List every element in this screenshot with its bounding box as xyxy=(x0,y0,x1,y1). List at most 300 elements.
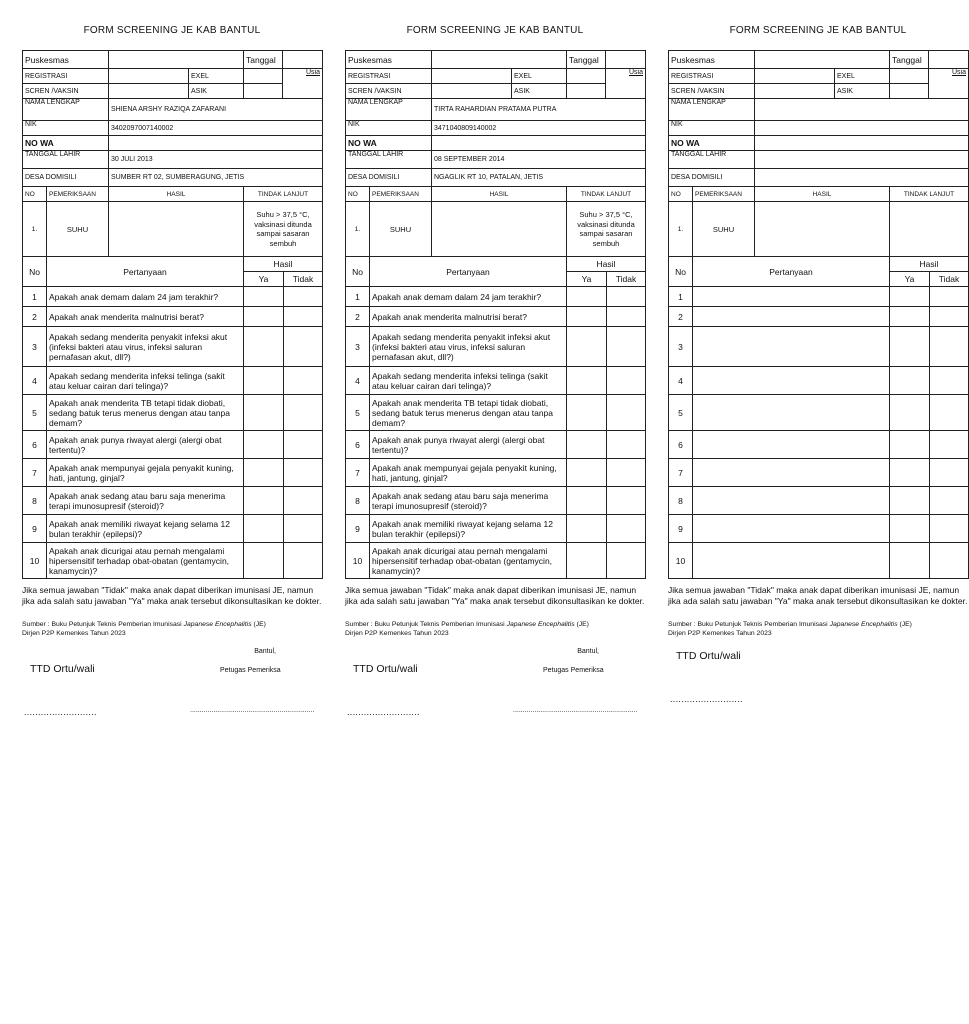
ttd-signature-line[interactable]: .......................... xyxy=(24,707,97,717)
question-row xyxy=(346,487,646,515)
answer-ya-cell[interactable] xyxy=(567,327,607,367)
exel-label: EXEL xyxy=(835,69,890,84)
question-number: 7 xyxy=(669,459,693,487)
exam-tindak-text: Suhu > 37,5 °C, vaksinasi ditunda sampai sasaran sembuh xyxy=(567,202,646,257)
exam-pemeriksaan-header: PEMERIKSAAN xyxy=(370,187,432,202)
petugas-label: Petugas Pemeriksa xyxy=(220,667,281,674)
answer-ya-cell[interactable] xyxy=(890,487,930,515)
tanggal-field[interactable] xyxy=(283,51,323,69)
asik-field[interactable] xyxy=(890,84,929,99)
petugas-signature-line[interactable]: ................................................................ xyxy=(190,707,315,714)
question-text: Apakah anak sedang atau baru saja menerima terapi imunosupresif (steroid)? xyxy=(47,487,244,515)
source-line2: Dirjen P2P Kemenkes Tahun 2023 xyxy=(345,630,449,637)
nama-label: NAMA LENGKAP xyxy=(669,99,755,121)
exam-tindak-text xyxy=(890,202,969,257)
lahir-field[interactable] xyxy=(755,151,969,169)
lahir-label: TANGGAL LAHIR xyxy=(23,151,109,169)
nik-field[interactable]: 3471040809140002 xyxy=(432,121,646,136)
answer-tidak-cell[interactable] xyxy=(930,395,969,431)
source-citation xyxy=(345,620,645,638)
answer-tidak-cell[interactable] xyxy=(284,487,323,515)
tanggal-label: Tanggal xyxy=(244,51,283,69)
asik-field[interactable] xyxy=(244,84,283,99)
nowa-field[interactable] xyxy=(109,136,323,151)
question-number: 4 xyxy=(23,367,47,395)
source-line2: Dirjen P2P Kemenkes Tahun 2023 xyxy=(22,630,126,637)
nik-label: NIK xyxy=(346,121,432,136)
lahir-field[interactable]: 30 JULI 2013 xyxy=(109,151,323,169)
question-number: 1 xyxy=(346,287,370,307)
exam-tindak-header: TINDAK LANJUT xyxy=(567,187,646,202)
screen-label: SCREN /VAKSIN xyxy=(346,84,432,99)
answer-ya-cell[interactable] xyxy=(567,543,607,579)
answer-tidak-cell[interactable] xyxy=(607,287,646,307)
source-prefix: Sumber : Buku Petunjuk Teknis Pemberian Imunisasi xyxy=(345,621,505,628)
exam-no-header: NO xyxy=(23,187,47,202)
answer-tidak-cell[interactable] xyxy=(930,431,969,459)
ttd-label: TTD Ortu/wali xyxy=(676,650,741,662)
question-row xyxy=(23,459,323,487)
registrasi-label: REGISTRASI xyxy=(669,69,755,84)
answer-ya-cell[interactable] xyxy=(567,307,607,327)
question-number: 5 xyxy=(669,395,693,431)
tidak-header: Tidak xyxy=(284,272,323,287)
puskesmas-label: Puskesmas xyxy=(346,51,432,69)
screen-label: SCREN /VAKSIN xyxy=(669,84,755,99)
city-label: Bantul, xyxy=(254,648,276,655)
source-italic: Japanese Encephalitis xyxy=(506,621,575,628)
exam-table xyxy=(668,186,969,257)
answer-tidak-cell[interactable] xyxy=(284,367,323,395)
question-row xyxy=(669,459,969,487)
form-title: FORM SCREENING JE KAB BANTUL xyxy=(83,25,261,36)
registrasi-field[interactable] xyxy=(432,69,512,84)
question-header: Pertanyaan xyxy=(370,257,567,287)
question-number: 5 xyxy=(346,395,370,431)
puskesmas-field[interactable] xyxy=(755,51,890,69)
question-row xyxy=(346,515,646,543)
question-number: 8 xyxy=(669,487,693,515)
tidak-header: Tidak xyxy=(930,272,969,287)
question-number: 9 xyxy=(346,515,370,543)
signature-row xyxy=(668,648,968,668)
signature-row xyxy=(345,661,645,681)
question-number: 2 xyxy=(669,307,693,327)
hasil-header: Hasil xyxy=(244,257,323,272)
exel-field[interactable] xyxy=(244,69,283,84)
identity-table xyxy=(22,50,323,187)
answer-ya-cell[interactable] xyxy=(567,431,607,459)
identity-table xyxy=(668,50,969,187)
source-prefix: Sumber : Buku Petunjuk Teknis Pemberian Imunisasi xyxy=(22,621,182,628)
registrasi-label: REGISTRASI xyxy=(23,69,109,84)
answer-ya-cell[interactable] xyxy=(567,487,607,515)
answer-tidak-cell[interactable] xyxy=(284,395,323,431)
exel-label: EXEL xyxy=(189,69,244,84)
signature-row xyxy=(22,661,322,681)
answer-tidak-cell[interactable] xyxy=(607,431,646,459)
exam-item: SUHU xyxy=(370,202,432,257)
question-header: Pertanyaan xyxy=(693,257,890,287)
nama-label: NAMA LENGKAP xyxy=(346,99,432,121)
question-text: Apakah anak demam dalam 24 jam terakhir? xyxy=(370,287,567,307)
exam-hasil-header: HASIL xyxy=(432,187,567,202)
instruction-note: Jika semua jawaban "Tidak" maka anak dapat diberikan imunisasi JE, namun jika ada salah satu jawaban "Ya" maka anak tersebut dikonsultasikan ke dokter. xyxy=(668,585,968,606)
lahir-label: TANGGAL LAHIR xyxy=(346,151,432,169)
exam-tindak-text: Suhu > 37,5 °C, vaksinasi ditunda sampai sasaran sembuh xyxy=(244,202,323,257)
ttd-label: TTD Ortu/wali xyxy=(30,663,95,675)
asik-label: ASIK xyxy=(835,84,890,99)
question-number: 1 xyxy=(669,287,693,307)
questions-table xyxy=(345,256,646,579)
asik-field[interactable] xyxy=(567,84,606,99)
answer-tidak-cell[interactable] xyxy=(930,487,969,515)
question-row xyxy=(669,395,969,431)
answer-ya-cell[interactable] xyxy=(567,287,607,307)
tanggal-field[interactable] xyxy=(606,51,646,69)
tanggal-label: Tanggal xyxy=(890,51,929,69)
tanggal-field[interactable] xyxy=(929,51,969,69)
question-number: 8 xyxy=(23,487,47,515)
question-text xyxy=(693,431,890,459)
question-number: 9 xyxy=(669,515,693,543)
nik-field[interactable] xyxy=(755,121,969,136)
question-row xyxy=(23,431,323,459)
question-number: 4 xyxy=(346,367,370,395)
answer-ya-cell[interactable] xyxy=(244,487,284,515)
answer-tidak-cell[interactable] xyxy=(284,459,323,487)
question-number: 10 xyxy=(346,543,370,579)
answer-tidak-cell[interactable] xyxy=(930,367,969,395)
question-number: 6 xyxy=(346,431,370,459)
question-text xyxy=(693,395,890,431)
domisili-field[interactable]: SUMBER RT 02, SUMBERAGUNG, JETIS xyxy=(109,169,323,187)
city-label: Bantul, xyxy=(577,648,599,655)
answer-ya-cell[interactable] xyxy=(567,459,607,487)
answer-tidak-cell[interactable] xyxy=(284,327,323,367)
exam-hasil-field[interactable] xyxy=(432,202,567,257)
nama-field[interactable] xyxy=(755,99,969,121)
exam-number: 1. xyxy=(669,202,693,257)
nik-label: NIK xyxy=(669,121,755,136)
question-text: Apakah anak sedang atau baru saja menerima terapi imunosupresif (steroid)? xyxy=(370,487,567,515)
source-suffix: (JE) xyxy=(576,621,589,628)
answer-ya-cell[interactable] xyxy=(244,287,284,307)
answer-ya-cell[interactable] xyxy=(567,515,607,543)
question-number: 4 xyxy=(669,367,693,395)
answer-tidak-cell[interactable] xyxy=(607,459,646,487)
puskesmas-field[interactable] xyxy=(109,51,244,69)
screen-field[interactable] xyxy=(109,84,189,99)
question-row xyxy=(669,367,969,395)
domisili-field[interactable]: NGAGLIK RT 10, PATALAN, JETIS xyxy=(432,169,646,187)
answer-ya-cell[interactable] xyxy=(890,287,930,307)
question-number: 7 xyxy=(23,459,47,487)
asik-label: ASIK xyxy=(512,84,567,99)
answer-ya-cell[interactable] xyxy=(890,327,930,367)
exam-pemeriksaan-header: PEMERIKSAAN xyxy=(693,187,755,202)
exam-tindak-header: TINDAK LANJUT xyxy=(890,187,969,202)
question-text: Apakah anak punya riwayat alergi (alergi obat tertentu)? xyxy=(47,431,244,459)
lahir-field[interactable]: 08 SEPTEMBER 2014 xyxy=(432,151,646,169)
question-row xyxy=(346,395,646,431)
source-citation xyxy=(668,620,968,638)
question-row xyxy=(23,327,323,367)
question-number: 6 xyxy=(669,431,693,459)
answer-tidak-cell[interactable] xyxy=(284,543,323,579)
answer-ya-cell[interactable] xyxy=(244,543,284,579)
source-citation xyxy=(22,620,322,638)
question-number: 3 xyxy=(669,327,693,367)
ttd-signature-line[interactable]: .......................... xyxy=(670,694,743,704)
puskesmas-field[interactable] xyxy=(432,51,567,69)
question-text xyxy=(693,327,890,367)
question-row xyxy=(23,487,323,515)
registrasi-label: REGISTRASI xyxy=(346,69,432,84)
exam-table xyxy=(22,186,323,257)
question-text xyxy=(693,307,890,327)
screening-form xyxy=(22,22,322,727)
nowa-label: NO WA xyxy=(669,136,755,151)
source-italic: Japanese Encephalitis xyxy=(829,621,898,628)
nama-label: NAMA LENGKAP xyxy=(23,99,109,121)
question-row xyxy=(346,543,646,579)
question-text: Apakah anak memiliki riwayat kejang selama 12 bulan terakhir (epilepsi)? xyxy=(47,515,244,543)
nowa-field[interactable] xyxy=(755,136,969,151)
answer-tidak-cell[interactable] xyxy=(607,367,646,395)
exam-hasil-header: HASIL xyxy=(755,187,890,202)
nowa-label: NO WA xyxy=(346,136,432,151)
screen-field[interactable] xyxy=(432,84,512,99)
exam-tindak-header: TINDAK LANJUT xyxy=(244,187,323,202)
nik-label: NIK xyxy=(23,121,109,136)
question-text: Apakah anak mempunyai gejala penyakit kuning, hati, jantung, ginjal? xyxy=(47,459,244,487)
usia-label: Usia xyxy=(606,69,646,99)
signature-lines xyxy=(668,694,968,714)
question-no-header: No xyxy=(23,257,47,287)
question-number: 9 xyxy=(23,515,47,543)
answer-ya-cell[interactable] xyxy=(244,395,284,431)
exam-no-header: NO xyxy=(346,187,370,202)
question-row xyxy=(23,515,323,543)
question-text xyxy=(693,459,890,487)
tidak-header: Tidak xyxy=(607,272,646,287)
answer-ya-cell[interactable] xyxy=(244,515,284,543)
question-text xyxy=(693,543,890,579)
question-text: Apakah anak demam dalam 24 jam terakhir? xyxy=(47,287,244,307)
exam-item: SUHU xyxy=(693,202,755,257)
hasil-header: Hasil xyxy=(567,257,646,272)
question-row xyxy=(669,287,969,307)
question-text xyxy=(693,367,890,395)
ya-header: Ya xyxy=(890,272,930,287)
answer-tidak-cell[interactable] xyxy=(607,307,646,327)
ya-header: Ya xyxy=(244,272,284,287)
answer-tidak-cell[interactable] xyxy=(930,543,969,579)
signature-lines xyxy=(22,707,322,727)
puskesmas-label: Puskesmas xyxy=(23,51,109,69)
nama-field[interactable]: SHIENA ARSHY RAZIQA ZAFARANI xyxy=(109,99,323,121)
question-row xyxy=(346,307,646,327)
screening-form xyxy=(668,22,968,714)
answer-ya-cell[interactable] xyxy=(567,395,607,431)
question-row xyxy=(669,515,969,543)
exam-number: 1. xyxy=(346,202,370,257)
question-text: Apakah sedang menderita penyakit infeksi akut (infeksi bakteri atau virus, infeksi saluran pernafasan akut, dll?) xyxy=(47,327,244,367)
answer-ya-cell[interactable] xyxy=(890,395,930,431)
answer-tidak-cell[interactable] xyxy=(284,307,323,327)
question-number: 3 xyxy=(23,327,47,367)
tanggal-label: Tanggal xyxy=(567,51,606,69)
screen-label: SCREN /VAKSIN xyxy=(23,84,109,99)
puskesmas-label: Puskesmas xyxy=(669,51,755,69)
answer-ya-cell[interactable] xyxy=(890,459,930,487)
question-header: Pertanyaan xyxy=(47,257,244,287)
question-text: Apakah sedang menderita infeksi telinga (sakit atau keluar cairan dari telinga)? xyxy=(370,367,567,395)
identity-table xyxy=(345,50,646,187)
answer-tidak-cell[interactable] xyxy=(607,515,646,543)
question-number: 3 xyxy=(346,327,370,367)
question-text: Apakah sedang menderita infeksi telinga (sakit atau keluar cairan dari telinga)? xyxy=(47,367,244,395)
answer-ya-cell[interactable] xyxy=(567,367,607,395)
exel-field[interactable] xyxy=(567,69,606,84)
exel-field[interactable] xyxy=(890,69,929,84)
registrasi-field[interactable] xyxy=(755,69,835,84)
exam-hasil-field[interactable] xyxy=(755,202,890,257)
exam-no-header: NO xyxy=(669,187,693,202)
ya-header: Ya xyxy=(567,272,607,287)
instruction-note: Jika semua jawaban "Tidak" maka anak dapat diberikan imunisasi JE, namun jika ada salah satu jawaban "Ya" maka anak tersebut dikonsultasikan ke dokter. xyxy=(22,585,322,606)
answer-ya-cell[interactable] xyxy=(244,431,284,459)
signature-lines xyxy=(345,707,645,727)
question-text: Apakah anak menderita malnutrisi berat? xyxy=(47,307,244,327)
screen-field[interactable] xyxy=(755,84,835,99)
petugas-signature-line[interactable]: ................................................................ xyxy=(513,707,638,714)
answer-tidak-cell[interactable] xyxy=(930,307,969,327)
answer-tidak-cell[interactable] xyxy=(930,515,969,543)
nik-field[interactable]: 3402097007140002 xyxy=(109,121,323,136)
questions-table xyxy=(22,256,323,579)
question-number: 5 xyxy=(23,395,47,431)
question-number: 10 xyxy=(669,543,693,579)
asik-label: ASIK xyxy=(189,84,244,99)
source-prefix: Sumber : Buku Petunjuk Teknis Pemberian Imunisasi xyxy=(668,621,828,628)
question-text: Apakah anak menderita TB tetapi tidak diobati, sedang batuk terus menerus dengan atau tanpa demam? xyxy=(47,395,244,431)
answer-ya-cell[interactable] xyxy=(244,327,284,367)
answer-ya-cell[interactable] xyxy=(890,307,930,327)
question-number: 2 xyxy=(346,307,370,327)
question-row xyxy=(346,327,646,367)
exam-item: SUHU xyxy=(47,202,109,257)
question-number: 6 xyxy=(23,431,47,459)
answer-tidak-cell[interactable] xyxy=(607,327,646,367)
question-row xyxy=(23,307,323,327)
lahir-label: TANGGAL LAHIR xyxy=(669,151,755,169)
answer-ya-cell[interactable] xyxy=(890,367,930,395)
answer-ya-cell[interactable] xyxy=(890,543,930,579)
question-text: Apakah anak menderita TB tetapi tidak diobati, sedang batuk terus menerus dengan atau tanpa demam? xyxy=(370,395,567,431)
answer-tidak-cell[interactable] xyxy=(607,543,646,579)
answer-tidak-cell[interactable] xyxy=(284,515,323,543)
question-row xyxy=(346,459,646,487)
nama-field[interactable]: TIRTA RAHARDIAN PRATAMA PUTRA xyxy=(432,99,646,121)
questions-table xyxy=(668,256,969,579)
answer-tidak-cell[interactable] xyxy=(284,431,323,459)
exam-number: 1. xyxy=(23,202,47,257)
hasil-header: Hasil xyxy=(890,257,969,272)
question-no-header: No xyxy=(669,257,693,287)
question-row xyxy=(346,367,646,395)
screening-form xyxy=(345,22,645,727)
question-text xyxy=(693,287,890,307)
domisili-label: DESA DOMISILI xyxy=(23,169,109,187)
ttd-label: TTD Ortu/wali xyxy=(353,663,418,675)
usia-label: Usia xyxy=(283,69,323,99)
petugas-label: Petugas Pemeriksa xyxy=(543,667,604,674)
question-row xyxy=(23,543,323,579)
exam-pemeriksaan-header: PEMERIKSAAN xyxy=(47,187,109,202)
question-row xyxy=(346,431,646,459)
question-row xyxy=(23,395,323,431)
domisili-label: DESA DOMISILI xyxy=(669,169,755,187)
answer-tidak-cell[interactable] xyxy=(930,287,969,307)
question-text: Apakah anak menderita malnutrisi berat? xyxy=(370,307,567,327)
question-text xyxy=(693,487,890,515)
question-text: Apakah sedang menderita penyakit infeksi akut (infeksi bakteri atau virus, infeksi saluran pernafasan akut, dll?) xyxy=(370,327,567,367)
instruction-note: Jika semua jawaban "Tidak" maka anak dapat diberikan imunisasi JE, namun jika ada salah satu jawaban "Ya" maka anak tersebut dikonsultasikan ke dokter. xyxy=(345,585,645,606)
answer-tidak-cell[interactable] xyxy=(284,287,323,307)
question-row xyxy=(669,327,969,367)
question-row xyxy=(669,543,969,579)
question-text xyxy=(693,515,890,543)
exel-label: EXEL xyxy=(512,69,567,84)
question-row xyxy=(346,287,646,307)
form-title: FORM SCREENING JE KAB BANTUL xyxy=(729,25,907,36)
form-title: FORM SCREENING JE KAB BANTUL xyxy=(406,25,584,36)
answer-ya-cell[interactable] xyxy=(890,431,930,459)
source-italic: Japanese Encephalitis xyxy=(183,621,252,628)
source-suffix: (JE) xyxy=(253,621,266,628)
answer-tidak-cell[interactable] xyxy=(930,327,969,367)
domisili-field[interactable] xyxy=(755,169,969,187)
answer-tidak-cell[interactable] xyxy=(607,395,646,431)
ttd-signature-line[interactable]: .......................... xyxy=(347,707,420,717)
question-row xyxy=(669,431,969,459)
question-text: Apakah anak dicurigai atau pernah mengalami hipersensitif terhadap obat-obatan (gentamycin, kanamycin)? xyxy=(370,543,567,579)
exam-hasil-field[interactable] xyxy=(109,202,244,257)
question-row xyxy=(669,487,969,515)
question-number: 7 xyxy=(346,459,370,487)
answer-ya-cell[interactable] xyxy=(890,515,930,543)
answer-tidak-cell[interactable] xyxy=(607,487,646,515)
answer-ya-cell[interactable] xyxy=(244,307,284,327)
question-text: Apakah anak mempunyai gejala penyakit kuning, hati, jantung, ginjal? xyxy=(370,459,567,487)
answer-tidak-cell[interactable] xyxy=(930,459,969,487)
question-row xyxy=(23,287,323,307)
answer-ya-cell[interactable] xyxy=(244,367,284,395)
registrasi-field[interactable] xyxy=(109,69,189,84)
domisili-label: DESA DOMISILI xyxy=(346,169,432,187)
answer-ya-cell[interactable] xyxy=(244,459,284,487)
question-row xyxy=(23,367,323,395)
question-number: 2 xyxy=(23,307,47,327)
exam-hasil-header: HASIL xyxy=(109,187,244,202)
question-no-header: No xyxy=(346,257,370,287)
nowa-field[interactable] xyxy=(432,136,646,151)
question-number: 8 xyxy=(346,487,370,515)
question-number: 1 xyxy=(23,287,47,307)
question-text: Apakah anak memiliki riwayat kejang selama 12 bulan terakhir (epilepsi)? xyxy=(370,515,567,543)
